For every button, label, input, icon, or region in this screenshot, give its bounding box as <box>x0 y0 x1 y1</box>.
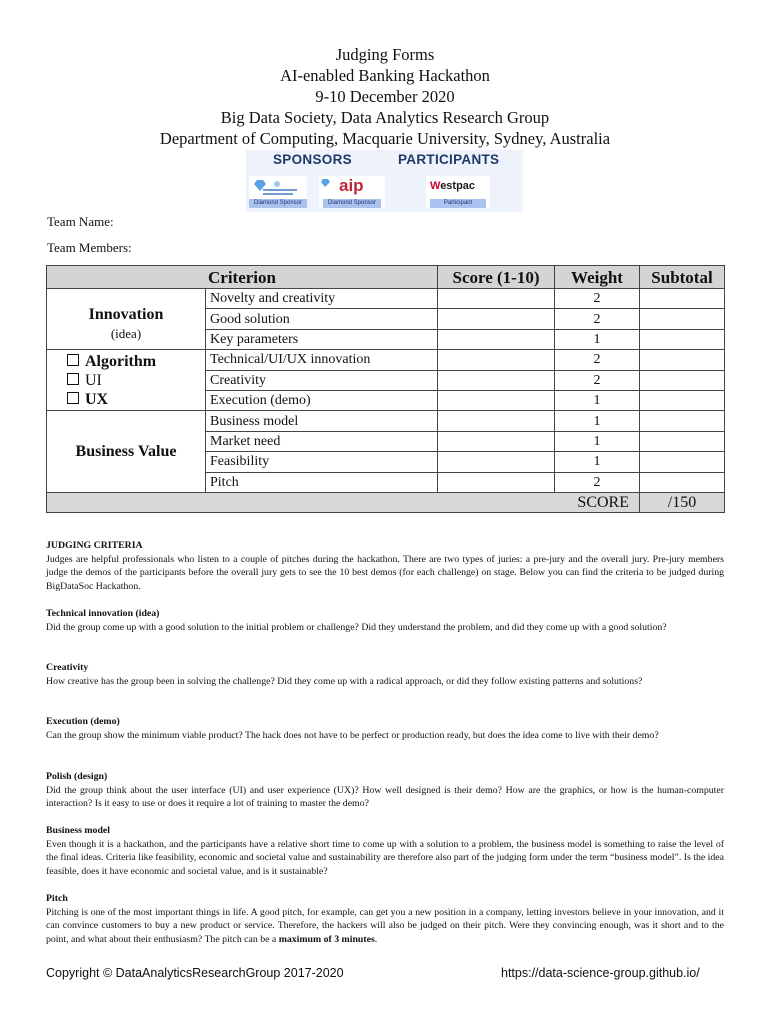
logo1-caption: Diamond Sponsor <box>249 199 307 208</box>
ui-label: UI <box>85 371 102 389</box>
sponsor-logo-1 <box>249 176 307 208</box>
event-date: 9-10 December 2020 <box>315 87 455 106</box>
algorithm-option[interactable] <box>67 352 201 371</box>
table-row <box>47 289 725 309</box>
footer-url[interactable]: https://data-science-group.github.io/ <box>501 966 700 980</box>
pitch-section <box>46 892 724 946</box>
tech-section <box>46 607 724 634</box>
subtotal-cell[interactable] <box>640 329 725 349</box>
weight-cell: 2 <box>555 472 640 492</box>
criteria-intro-section <box>46 539 724 593</box>
score-input-cell[interactable] <box>438 411 555 431</box>
polish-title: Polish (design) <box>46 771 108 782</box>
doc-title: Judging Forms <box>335 45 435 64</box>
table-row <box>47 350 725 370</box>
criterion-cell: Feasibility <box>206 452 438 472</box>
criterion-cell: Creativity <box>206 370 438 390</box>
pitch-text: Pitching is one of the most important things in life. A good pitch, for example, can get you a new position in a company, letting investors believe in your innovation, and it can convince customers to buy a new product or service. Therefore, the hackers will also be judged on their pitch. Were they convincing enough, was it short and to the point, and what about their enthusiasm? The pitch can be a <box>46 906 724 945</box>
subtotal-cell[interactable] <box>640 309 725 329</box>
criterion-cell: Market need <box>206 431 438 451</box>
algorithm-label: Algorithm <box>85 352 157 370</box>
subtotal-cell[interactable] <box>640 390 725 410</box>
logo3-caption: Participant <box>430 199 486 208</box>
subtotal-header: Subtotal <box>640 266 725 289</box>
criteria-title: JUDGING CRITERIA <box>46 540 143 551</box>
sponsors-title: SPONSORS <box>273 152 352 167</box>
sponsor-logo-2 <box>319 176 385 208</box>
subtotal-cell[interactable] <box>640 452 725 472</box>
participants-title: PARTICIPANTS <box>398 152 500 167</box>
weight-cell: 2 <box>555 350 640 370</box>
weight-cell: 2 <box>555 309 640 329</box>
weight-cell: 1 <box>555 431 640 451</box>
weight-cell: 1 <box>555 452 640 472</box>
sponsors-banner <box>246 150 523 212</box>
weight-cell: 2 <box>555 370 640 390</box>
score-input-cell[interactable] <box>438 370 555 390</box>
weight-cell: 1 <box>555 329 640 349</box>
judging-table <box>46 265 725 513</box>
criteria-intro: Judges are helpful professionals who listen to a couple of pitches during the hackathon. There are two types of juries: a pre-jury and the overall jury. Pre-jury members judge the demos of the participants before the overall jury gets to see the 10 best demos (for each challenge) on stage. Below you can find the criteria to be judged during BigDataSoc Hackathon. <box>46 553 724 592</box>
criterion-cell: Technical/UI/UX innovation <box>206 350 438 370</box>
category-innovation <box>47 289 206 350</box>
score-input-cell[interactable] <box>438 390 555 410</box>
criterion-cell: Pitch <box>206 472 438 492</box>
table-row <box>47 411 725 431</box>
criterion-cell: Execution (demo) <box>206 390 438 410</box>
category-tech <box>47 350 206 411</box>
subtotal-cell[interactable] <box>640 350 725 370</box>
criterion-cell: Key parameters <box>206 329 438 349</box>
score-input-cell[interactable] <box>438 431 555 451</box>
business-text: Even though it is a hackathon, and the participants have a relative short time to come up with a solution to a problem, the business model is something to raise the level of the final ideas. Criteria like feasibility, economic and societal value and sustainability are therefore also part of the judging form under the term “business model”. Is the idea feasible, does it have economic and societal value, and is it sustainable? <box>46 838 724 877</box>
criterion-cell: Business model <box>206 411 438 431</box>
table-header-row <box>47 266 725 289</box>
score-input-cell[interactable] <box>438 350 555 370</box>
weight-cell: 1 <box>555 390 640 410</box>
criterion-header: Criterion <box>47 266 438 289</box>
score-header: Score (1-10) <box>438 266 555 289</box>
creativity-title: Creativity <box>46 662 89 673</box>
creativity-section <box>46 661 724 688</box>
team-name-label: Team Name: <box>47 214 114 229</box>
innovation-sub-label: (idea) <box>110 326 142 342</box>
ui-option[interactable] <box>67 371 201 390</box>
subtotal-cell[interactable] <box>640 431 725 451</box>
organizer: Big Data Society, Data Analytics Research Group <box>220 108 550 127</box>
score-input-cell[interactable] <box>438 309 555 329</box>
checkbox-icon[interactable] <box>67 354 79 366</box>
score-row <box>47 492 725 512</box>
document-header <box>0 44 770 149</box>
innovation-label: Innovation <box>88 306 164 324</box>
event-name: AI-enabled Banking Hackathon <box>280 66 490 85</box>
tech-text: Did the group come up with a good solution to the initial problem or challenge? Did they understand the problem, and did they come up with a good solution? <box>46 621 667 633</box>
pitch-bold: maximum of 3 minutes <box>278 933 375 945</box>
pitch-end: . <box>374 933 378 945</box>
score-label: SCORE <box>47 492 640 512</box>
criterion-cell: Good solution <box>206 309 438 329</box>
score-input-cell[interactable] <box>438 472 555 492</box>
category-business: Business Value <box>47 411 206 493</box>
ux-label: UX <box>85 390 109 408</box>
creativity-text: How creative has the group been in solving the challenge? Did they come up with a radical approach, or did they follow existing patterns and solutions? <box>46 675 643 687</box>
execution-section <box>46 715 724 742</box>
checkbox-icon[interactable] <box>67 392 79 404</box>
business-section <box>46 824 724 878</box>
team-members-label: Team Members: <box>47 240 132 255</box>
score-input-cell[interactable] <box>438 289 555 309</box>
aip-logo-text: aip <box>339 176 364 195</box>
score-input-cell[interactable] <box>438 329 555 349</box>
subtotal-cell[interactable] <box>640 289 725 309</box>
weight-header: Weight <box>555 266 640 289</box>
department: Department of Computing, Macquarie University, Sydney, Australia <box>159 129 611 148</box>
logo2-caption: Diamond Sponsor <box>323 199 381 208</box>
participant-logo <box>426 176 490 208</box>
checkbox-icon[interactable] <box>67 373 79 385</box>
westpac-logo-text: Westpac <box>430 180 476 192</box>
polish-text: Did the group think about the user interface (UI) and user experience (UX)? How well designed is their demo? How are the graphics, or how is the human-computer interaction? Is it easy to use or does it require a lot of training to master the demo? <box>46 784 724 809</box>
execution-text: Can the group show the minimum viable product? The hack does not have to be perfect or production ready, but does the idea come to live with their demo? <box>46 729 659 741</box>
footer-copyright: Copyright © DataAnalyticsResearchGroup 2017-2020 <box>46 966 344 980</box>
subtotal-cell[interactable] <box>640 411 725 431</box>
subtotal-cell[interactable] <box>640 472 725 492</box>
tech-title: Technical innovation (idea) <box>46 608 160 619</box>
execution-title: Execution (demo) <box>46 716 120 727</box>
score-total: /150 <box>640 492 725 512</box>
subtotal-cell[interactable] <box>640 370 725 390</box>
business-title: Business model <box>46 825 110 836</box>
westpac-rest: estpac <box>440 180 476 192</box>
weight-cell: 2 <box>555 289 640 309</box>
ux-option[interactable] <box>67 390 201 409</box>
weight-cell: 1 <box>555 411 640 431</box>
score-input-cell[interactable] <box>438 452 555 472</box>
pitch-title: Pitch <box>46 893 68 904</box>
criterion-cell: Novelty and creativity <box>206 289 438 309</box>
diamond-logo-icon <box>249 176 307 198</box>
polish-section <box>46 770 724 811</box>
